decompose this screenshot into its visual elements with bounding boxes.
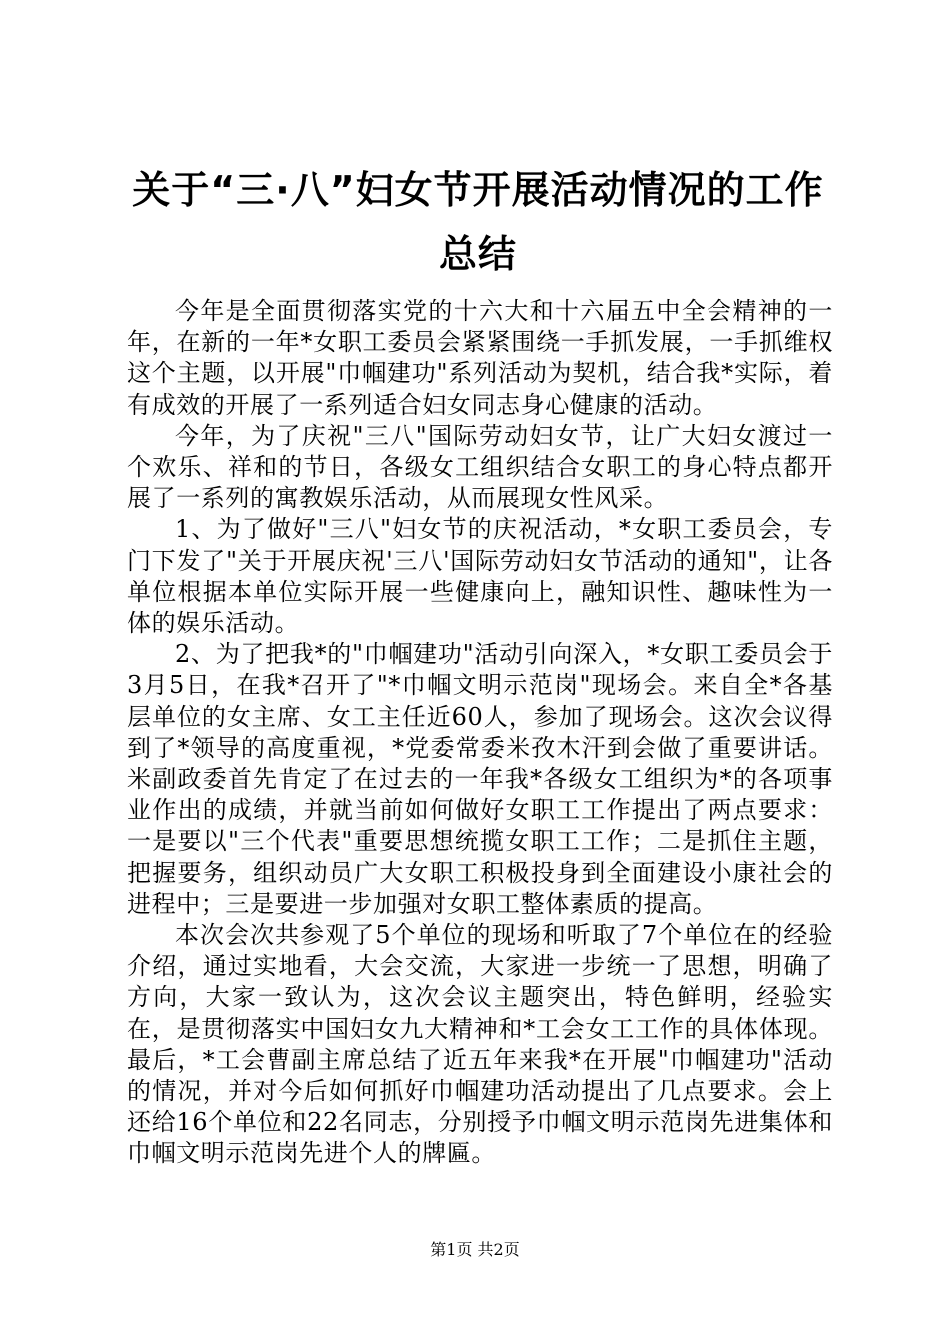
paragraph-item-1: 1、为了做好"三八"妇女节的庆祝活动，*女职工委员会，专门下发了"关于开展庆祝'三八'国际劳动妇女节活动的通知"，让各单位根据本单位实际开展一些健康向上，融知识性、趣味性为一体的娱乐活动。 — [127, 515, 833, 638]
paragraph-celebration: 今年，为了庆祝"三八"国际劳动妇女节，让广大妇女渡过一个欢乐、祥和的节日，各级女工组织结合女职工的身心特点都开展了一系列的寓教娱乐活动，从而展现女性风采。 — [127, 421, 833, 513]
document-body — [127, 296, 833, 1170]
paragraph-item-2: 2、为了把我*的"巾帼建功"活动引向深入，*女职工委员会于3月5日，在我*召开了"*巾帼文明示范岗"现场会。来自全*各基层单位的女主席、女工主任近60人，参加了现场会。这次会议得到了*领导的高度重视，*党委常委米孜木汗到会做了重要讲话。米副政委首先肯定了在过去的一年我*各级女工组织为*的各项事业作出的成绩，并就当前如何做好女职工工作提出了两点要求：一是要以"三个代表"重要思想统揽女职工工作；二是抓住主题，把握要务，组织动员广大女职工积极投身到全面建设小康社会的进程中；三是要进一步加强对女职工整体素质的提高。 — [127, 640, 833, 918]
document-title: 关于“三·八”妇女节开展活动情况的工作总结 — [132, 168, 824, 276]
paragraph-intro: 今年是全面贯彻落实党的十六大和十六届五中全会精神的一年，在新的一年*女职工委员会紧紧围绕一手抓发展，一手抓维权这个主题，以开展"巾帼建功"系列活动为契机，结合我*实际，着有成效的开展了一系列适合妇女同志身心健康的活动。 — [127, 297, 833, 419]
page-number-footer: 第1页 共2页 — [430, 1240, 520, 1259]
paragraph-meeting-summary: 本次会次共参观了5个单位的现场和听取了7个单位在的经验介绍，通过实地看，大会交流，大家进一步统一了思想，明确了方向，大家一致认为，这次会议主题突出，特色鲜明，经验实在，是贯彻落实中国妇女九大精神和*工会女工工作的具体体现。最后，*工会曹副主席总结了近五年来我*在开展"巾帼建功"活动的情况，并对今后如何抓好巾帼建功活动提出了几点要求。会上还给16个单位和22名同志，分别授予巾帼文明示范岗先进集体和巾帼文明示范岗先进个人的牌匾。 — [127, 921, 833, 1168]
